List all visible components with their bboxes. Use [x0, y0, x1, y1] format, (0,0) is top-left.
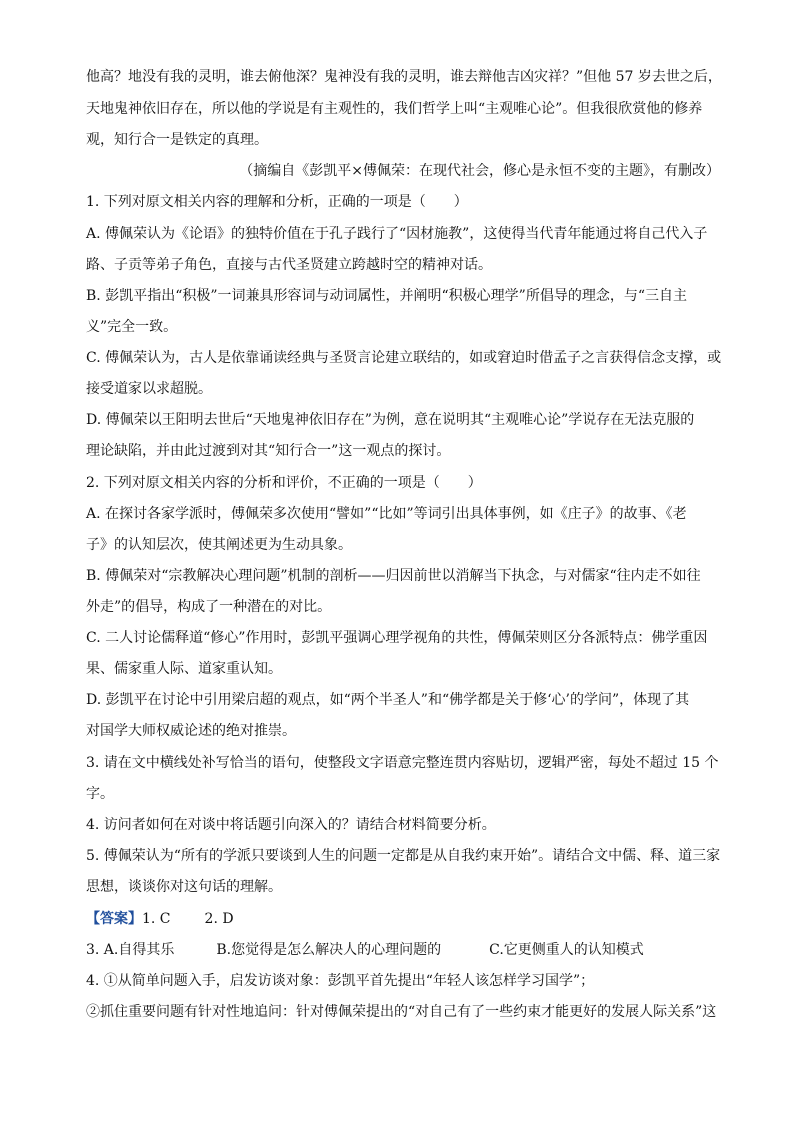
answer-q2: 2. D — [204, 911, 234, 927]
passage-source: （摘编自《彭凯平×傅佩荣：在现代社会，修心是永恒不变的主题》，有删改） — [239, 163, 720, 179]
passage-line: 观，知行合一是铁定的真理。 — [86, 132, 268, 148]
question-1-option-b-cont: 义”完全一致。 — [86, 319, 178, 335]
answer-tag: 【答案】 — [86, 911, 142, 927]
question-1-option-b: B. 彭凯平指出“积极”一词兼具形容词与动词属性，并阐明“积极心理学”所倡导的理念，与“三自主 — [86, 288, 687, 304]
passage-line: 天地鬼神依旧存在，所以他的学说是有主观性的，我们哲学上叫“主观唯心论”。但我很欣赏他的修养 — [86, 101, 703, 117]
answer-q1: 1. C — [142, 911, 171, 927]
passage-line: 他高？地没有我的灵明，谁去俯他深？鬼神没有我的灵明，谁去辩他吉凶灾祥？”但他 57 岁去世之后， — [86, 69, 722, 85]
question-1-option-d: D. 傅佩荣以王阳明去世后“天地鬼神依旧存在”为例，意在说明其“主观唯心论”学说存在无法克服的 — [86, 412, 695, 428]
answer-q3-b: B.您觉得是怎么解决人的心理问题的 — [216, 942, 442, 958]
question-2-option-d-cont: 对国学大师权威论述的绝对推崇。 — [86, 723, 296, 739]
question-1-option-d-cont: 理论缺陷，并由此过渡到对其“知行合一”这一观点的探讨。 — [86, 443, 451, 459]
question-2-option-b: B. 傅佩荣对“宗教解决心理问题”机制的剖析——归因前世以消解当下执念，与对儒家“往内走不如往 — [86, 568, 701, 584]
answer-q3-a: 3. A.自得其乐 — [86, 942, 175, 958]
question-1-option-a: A. 傅佩荣认为《论语》的独特价值在于孔子践行了“因材施教”，这使得当代青年能通过将自己代入子 — [86, 226, 708, 242]
answer-q4-line-1: 4. ①从简单问题入手，启发访谈对象：彭凯平首先提出“年轻人该怎样学习国学”； — [86, 973, 595, 989]
question-5-stem-cont: 思想，谈谈你对这句话的理解。 — [86, 879, 282, 895]
question-1-stem: 1. 下列对原文相关内容的理解和分析，正确的一项是（ ） — [86, 194, 468, 210]
answer-line-3 — [86, 940, 726, 960]
question-4-stem: 4. 访问者如何在对谈中将话题引向深入的？请结合材料简要分析。 — [86, 817, 496, 833]
answer-q3-c: C.它更侧重人的认知模式 — [489, 942, 644, 958]
question-2-option-d: D. 彭凯平在讨论中引用梁启超的观点，如“两个半圣人”和“佛学都是关于修‘心’的学问”，体现了其 — [86, 692, 690, 708]
answer-line-1 — [86, 909, 726, 929]
answer-q4-line-2: ②抓住重要问题有针对性地追问：针对傅佩荣提出的“对自己有了一些约束才能更好的发展人际关系”这 — [86, 1004, 717, 1020]
question-3-stem: 3. 请在文中横线处补写恰当的语句，使整段文字语意完整连贯内容贴切，逻辑严密，每处不超过 15 个 — [86, 755, 719, 771]
question-2-option-b-cont: 外走”的倡导，构成了一种潜在的对比。 — [86, 599, 332, 615]
question-2-option-a: A. 在探讨各家学派时，傅佩荣多次使用“譬如”“比如”等词引出具体事例，如《庄子》的故事、《老 — [86, 506, 687, 522]
question-2-option-c-cont: 果、儒家重人际、道家重认知。 — [86, 661, 282, 677]
question-2-stem: 2. 下列对原文相关内容的分析和评价，不正确的一项是（ ） — [86, 475, 482, 491]
question-1-option-c-cont: 接受道家以求超脱。 — [86, 381, 212, 397]
question-2-option-a-cont: 子》的认知层次，使其阐述更为生动具象。 — [86, 537, 352, 553]
question-5-stem: 5. 傅佩荣认为“所有的学派只要谈到人生的问题一定都是从自我约束开始”。请结合文中儒、释、道三家 — [86, 848, 721, 864]
question-3-stem-cont: 字。 — [86, 786, 114, 802]
question-1-option-c: C. 傅佩荣认为，古人是依靠诵读经典与圣贤言论建立联结的，如或窘迫时借孟子之言获得信念支撑，或 — [86, 350, 722, 366]
question-1-option-a-cont: 路、子贡等弟子角色，直接与古代圣贤建立跨越时空的精神对话。 — [86, 257, 492, 273]
question-2-option-c: C. 二人讨论儒释道“修心”作用时，彭凯平强调心理学视角的共性，傅佩荣则区分各派特点：佛学重因 — [86, 630, 708, 646]
